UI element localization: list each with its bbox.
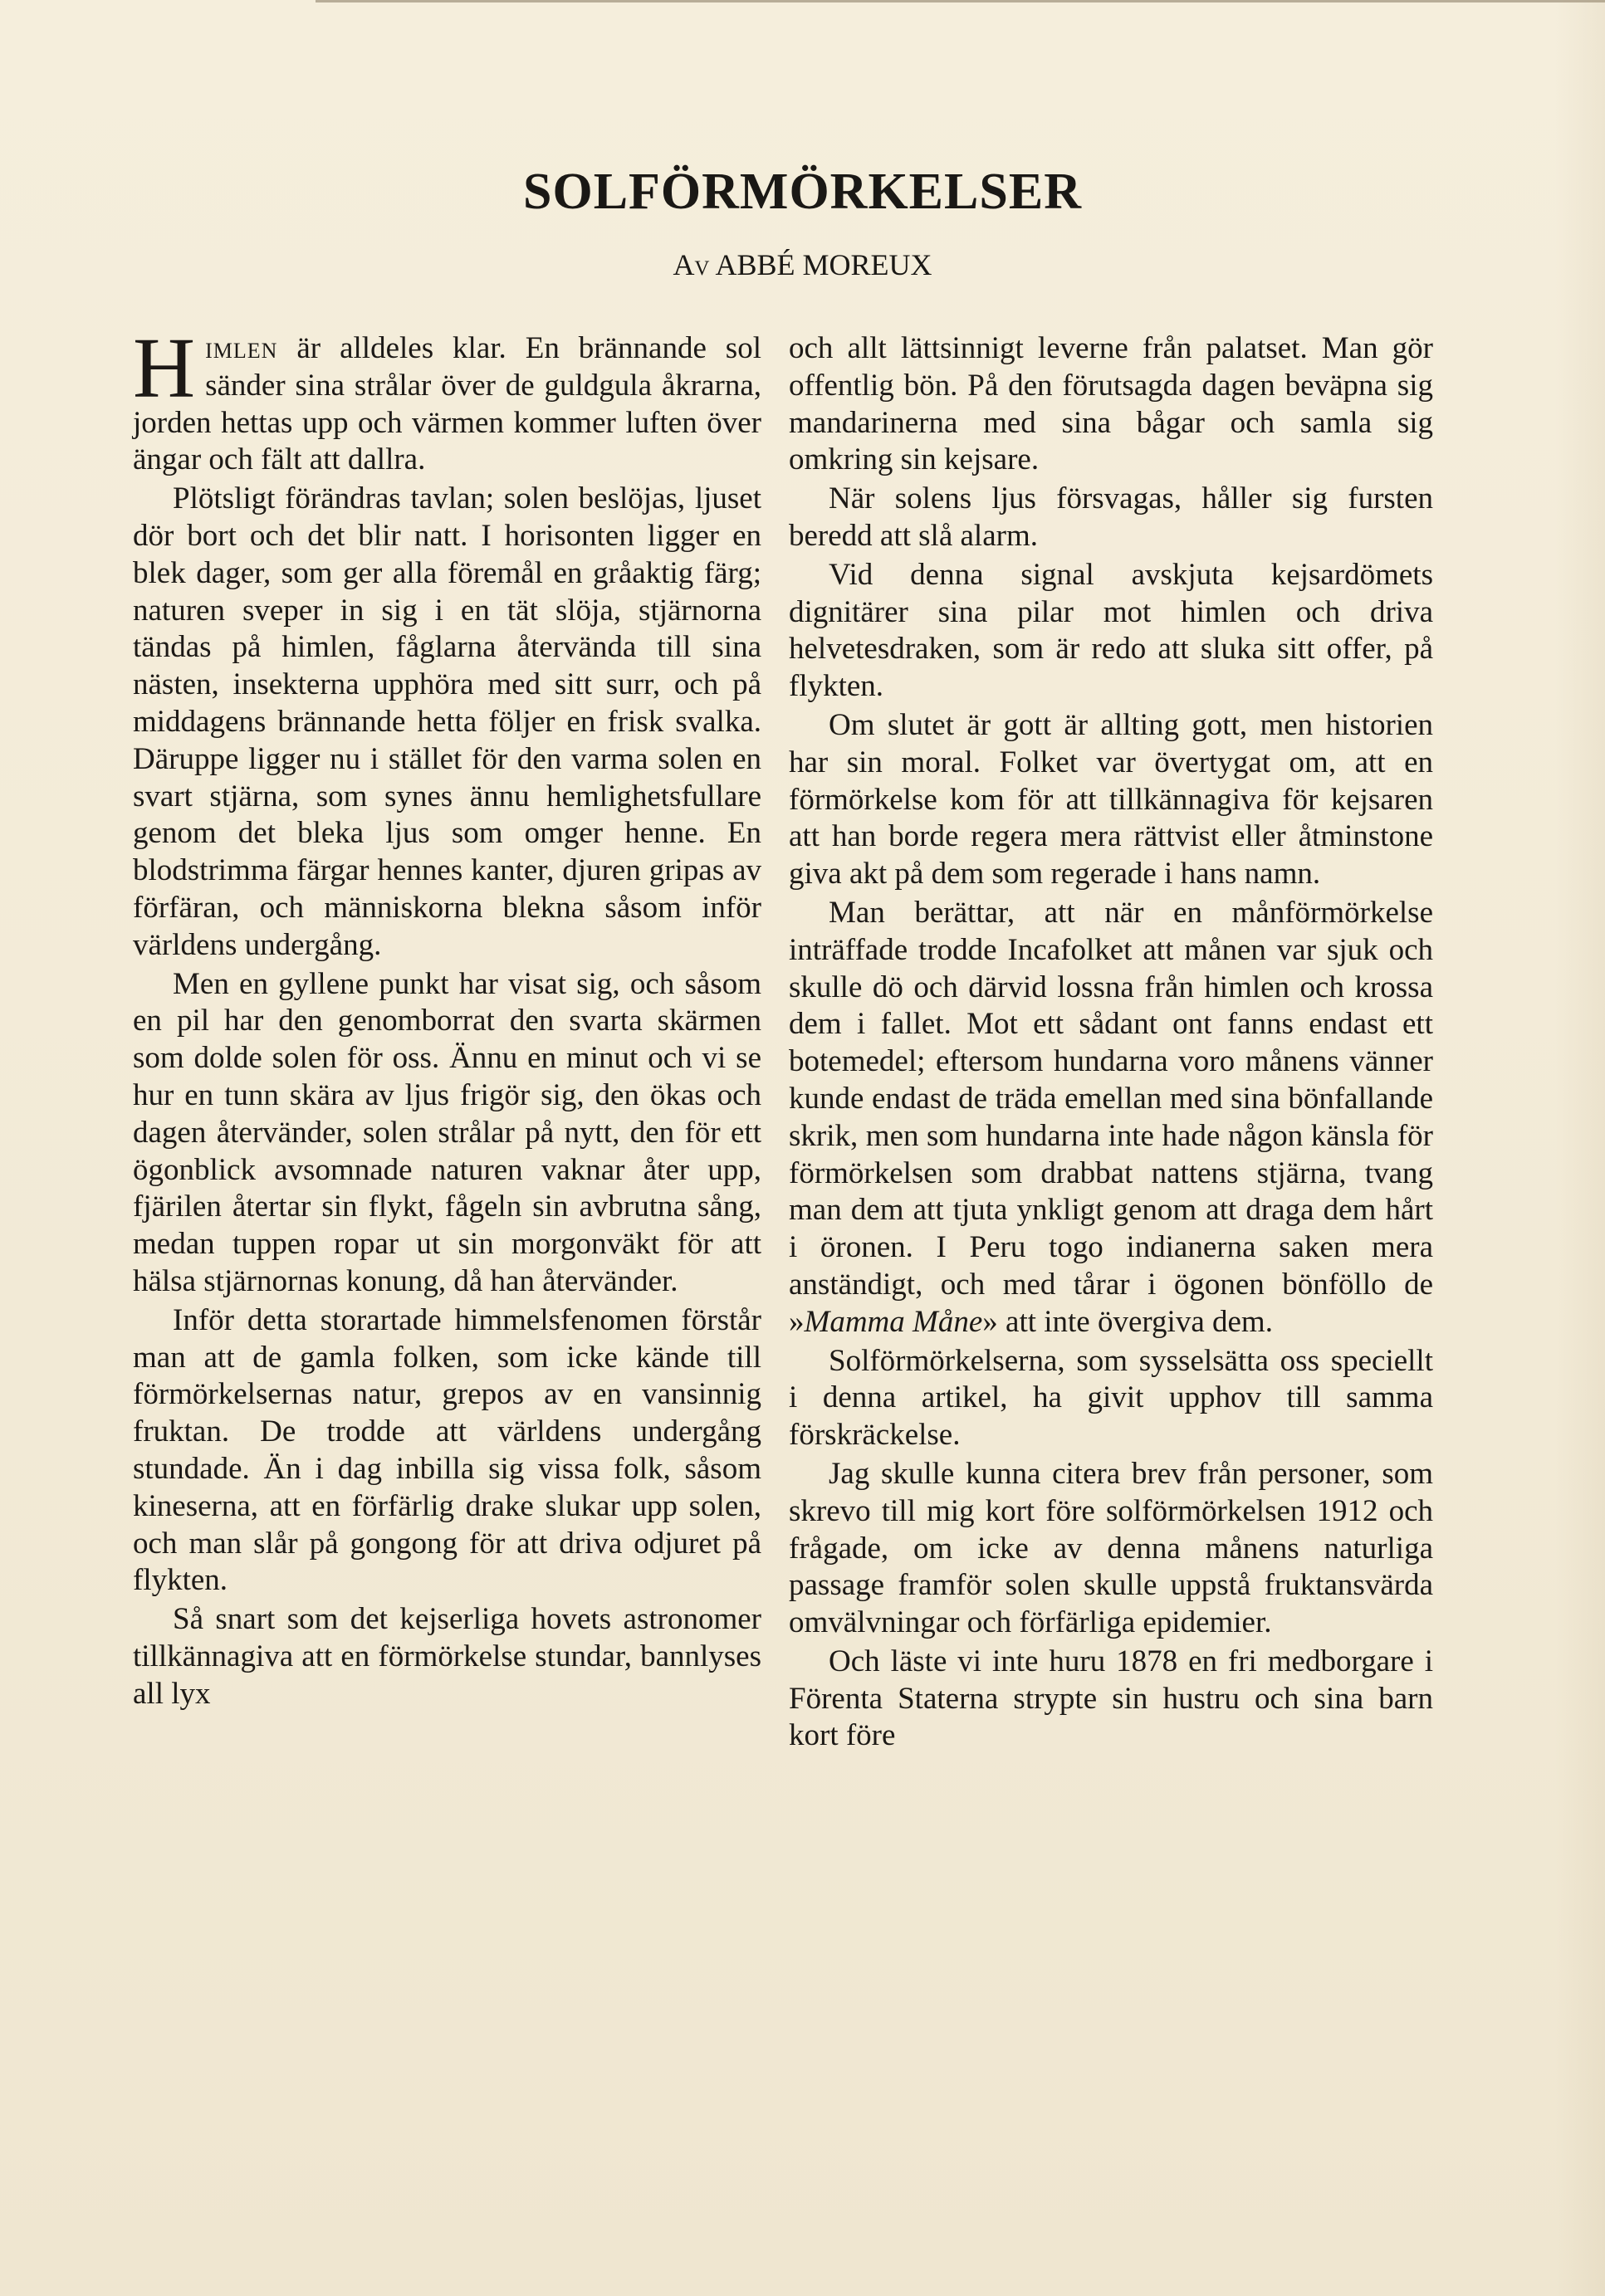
right-column	[789, 330, 1433, 1756]
left-paragraph-4: Inför detta storartade himmelsfenomen förstår man att de gamla folken, som icke kände till förmörkelsernas natur, grepos av en vansinnig fruktan. De trodde att världens undergång stundade. Än i dag inbilla sig vissa folk, såsom kineserna, att en förfärlig drake slukar upp solen, och man slår på gongong för att driva odjuret på flykten.	[133, 1302, 761, 1598]
left-paragraph-2: Plötsligt förändras tavlan; solen beslöjas, ljuset dör bort och det blir natt. I horisonten ligger en blek dager, som ger alla föremål en gråaktig färg; naturen sveper in sig i en tät slöja, stjärnorna tändas på himlen, fåglarna återvända till sina nästen, insekterna upphöra med sitt surr, och på middagens brännande hetta följer en frisk svalka. Däruppe ligger nu i stället för den varma solen en svart stjärna, som synes ännu hemlighetsfullare genom det bleka ljus som omger henne. En blodstrimma färgar hennes kanter, djuren gripas av förfäran, och människorna blekna såsom inför världens undergång.	[133, 481, 761, 962]
article-byline	[0, 247, 1605, 282]
drop-cap: H	[133, 320, 196, 416]
opening-word: imlen	[205, 331, 278, 365]
right-paragraph-8: Och läste vi inte huru 1878 en fri medborgare i Förenta Staterna strypte sin hustru och sina barn kort före	[789, 1644, 1433, 1753]
right-paragraph-5-end: » att inte övergiva dem.	[982, 1304, 1273, 1339]
right-paragraph-5	[789, 895, 1433, 1341]
left-paragraph-5: Så snart som det kejserliga hovets astronomer tillkännagiva att en förmörkelse stundar, bannlyses all lyx	[133, 1602, 761, 1711]
byline-author: ABBÉ MOREUX	[715, 248, 932, 281]
left-paragraph-1	[133, 320, 761, 479]
right-paragraph-6: Solförmörkelserna, som sysselsätta oss speciellt i denna artikel, ha givit upphov till samma förskräckelse.	[789, 1343, 1433, 1453]
right-paragraph-4: Om slutet är gott är allting gott, men historien har sin moral. Folket var övertygat om, att en förmörkelse kom för att tillkännagiva för kejsaren att han borde regera mera rättvist eller åtminstone giva akt på dem som regerade i hans namn.	[789, 707, 1433, 892]
byline-prefix: Av	[673, 248, 710, 281]
page-edge-shading	[1555, 0, 1605, 2296]
right-paragraph-2: När solens ljus försvagas, håller sig fursten beredd att slå alarm.	[789, 481, 1433, 553]
article-title: SOLFÖRMÖRKELSER	[523, 164, 1082, 220]
right-paragraph-5-start: Man berättar, att när en månförmörkelse inträffade trodde Incafolket att månen var sjuk och skulle dö och därvid lossna från himlen och krossa dem i fallet. Mot ett sådant ont fanns endast ett botemedel; eftersom hundarna voro månens vänner kunde endast de träda emellan med sina bönfallande skrik, men som hundarna inte hade någon känsla för förmörkelsen som drabbat nattens stjärna, tvang man dem att tjuta ynkligt genom att draga dem hårt i öronen. I Peru togo indianerna saken mera anständigt, och med tårar i ögonen bönföllo de »	[789, 895, 1433, 1339]
right-paragraph-3: Vid denna signal avskjuta kejsardömets dignitärer sina pilar mot himlen och driva helvetesdraken, som är redo att sluka sitt offer, på flykten.	[789, 557, 1433, 704]
mamma-mane-quote: Mamma Måne	[804, 1304, 983, 1339]
right-paragraph-7: Jag skulle kunna citera brev från personer, som skrevo till mig kort före solförmörkelsen 1912 och frågade, om icke av denna månens naturliga passage framför solen skulle uppstå fruktansvärda omvälvningar och förfärliga epidemier.	[789, 1456, 1433, 1640]
top-rule	[316, 0, 1605, 2]
left-column	[133, 320, 761, 1714]
left-paragraph-1-text: är alldeles klar. En brännande sol sänder sina strålar över de guldgula åkrarna, jorden hettas upp och värmen kommer luften över ängar och fält att dallra.	[133, 331, 761, 477]
left-paragraph-3: Men en gyllene punkt har visat sig, och såsom en pil har den genomborrat den svarta skärmen som dolde solen för oss. Ännu en minut och vi se hur en tunn skära av ljus frigör sig, den ökas och dagen återvänder, solen strålar på nytt, den för ett ögonblick avsomnade naturen vaknar åter upp, fjärilen återtar sin flykt, fågeln sin avbrutna sång, medan tuppen ropar ut sin morgonväkt för att hälsa stjärnornas konung, då han återvänder.	[133, 966, 761, 1298]
right-paragraph-1: och allt lättsinnigt leverne från palatset. Man gör offentlig bön. På den förutsagda dagen beväpna sig mandarinerna med sina bågar och samla sig omkring sin kejsare.	[789, 331, 1433, 477]
